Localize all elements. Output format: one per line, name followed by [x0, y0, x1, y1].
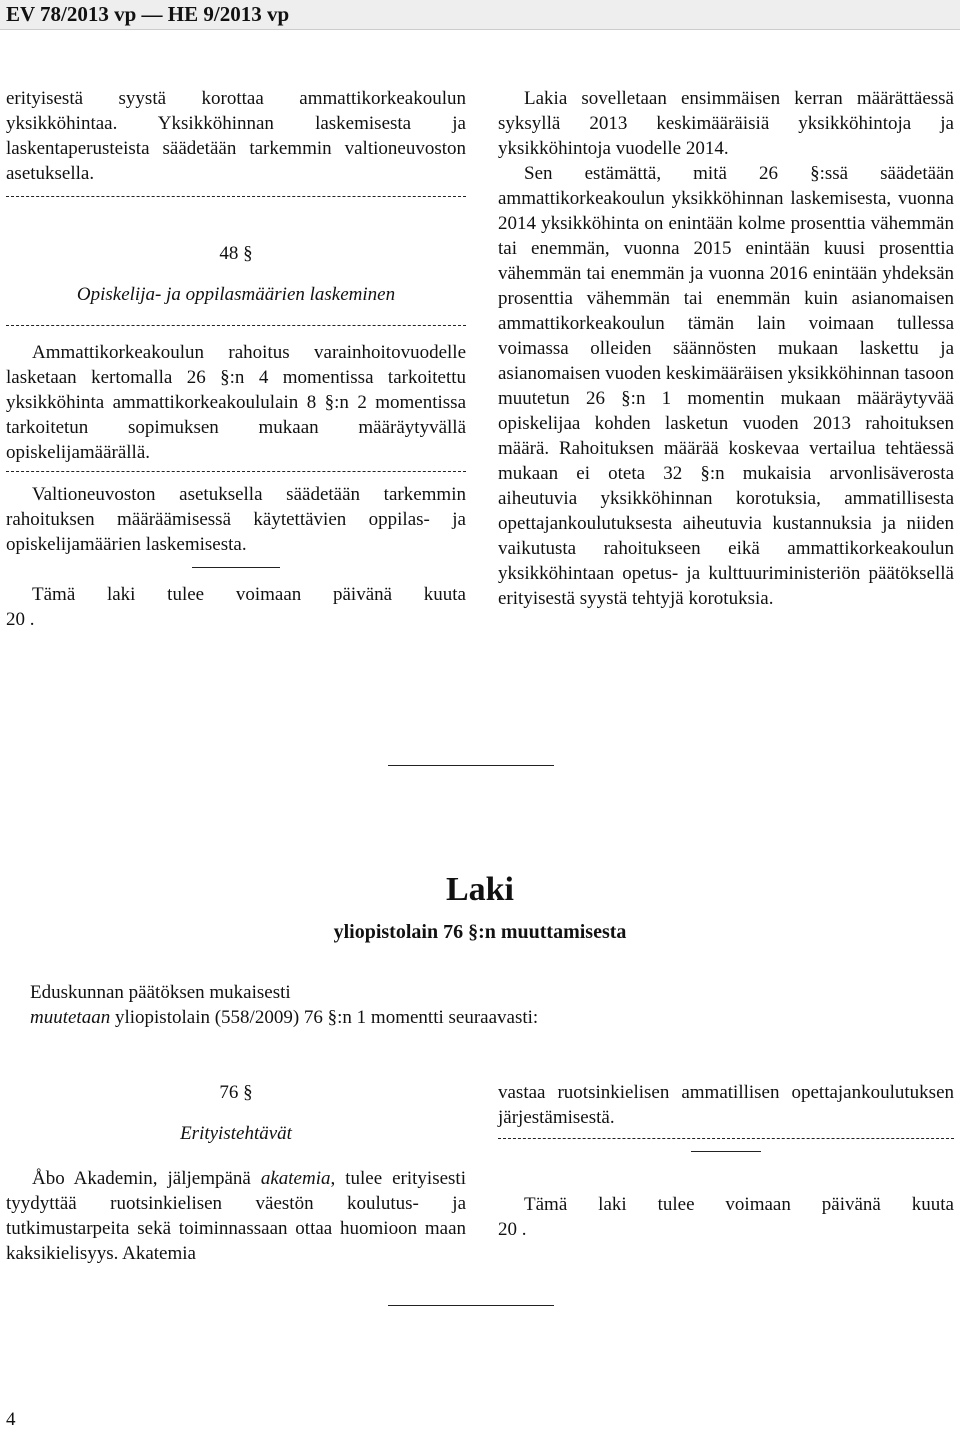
lower-right-column	[498, 1080, 954, 1242]
header-title: EV 78/2013 vp — HE 9/2013 vp	[6, 2, 290, 26]
paragraph-48-1: Ammattikorkeakoulun rahoitus varainhoitovuodelle lasketaan kertomalla 26 §:n 4 momentissa tarkoitettu yksikköhinta ammattikorkeakoululain 8 §:n 2 momentissa tarkoitetun sopimuksen mukaan määräytyvällä opiskelijamäärällä.	[6, 342, 466, 463]
left-column	[6, 86, 466, 632]
entry-into-force-line: Tämä laki tulee voimaan päivänä kuuta	[32, 584, 466, 605]
short-rule	[691, 1151, 761, 1152]
transitional-paragraph-2: Sen estämättä, mitä 26 §:ssä säädetään ammattikorkeakoulun yksikköhinnan laskemisesta, vuonna 2014 yksikköhinta on enintään kolme prosenttia vähemmän tai enemmän, vuonna 2015 enintään kuusi prosenttia vähemmän tai enemmän ja vuonna 2016 enintään yhdeksän prosenttia vähemmän tai enemmän kuin asianomaisen ammattikorkeakoulun tämän lain voimaan tullessa voimassa olleiden säännösten mukaan laskettu ja asianomaisen vuoden keskimääräisen yksikköhinnan tasoon muutetun 26 §:n 1 momentin mukaan määräytyvää opiskelijaa kohden lasketun vuoden 2013 rahoituksen määrä. Rahoituksen määrää koskevaa vertailua tehtäessä mukaan ei oteta 32 §:n mukaisia arvonlisäverosta aiheutuvia yksikköhinnan korotuksia, ammatillisesta opettajankoulutuksesta aiheutuvia kustannuksia ja niiden vaikutusta rahoitukseen eikä ammattikorkeakoulun yksikköhintaan opetus- ja kulttuuriministeriön päätöksellä erityisestä syystä tehtyjä korotuksia.	[498, 163, 954, 609]
entry-into-force-year: 20 .	[498, 1219, 527, 1240]
law-title: Laki	[445, 871, 515, 908]
paragraph-48-2: Valtioneuvoston asetuksella säädetään tarkemmin rahoituksen määräämisessä käytettävien oppilas- ja opiskelijamäärien laskemisesta.	[6, 484, 466, 555]
section-76-paragraph-continued: vastaa ruotsinkielisen ammatillisen opettajankoulutuksen järjestämisestä.	[498, 1082, 954, 1128]
dashed-separator	[6, 325, 466, 326]
para-text-b: , tulee erityisesti tyydyttää ruotsinkielisen väestön koulutus- ja tutkimustarpeita sekä toiminnassaan ottaa huomioon maan kaksikielisyys. Akatemia	[6, 1168, 466, 1264]
right-column	[498, 86, 954, 611]
enactment-verb: muutetaan	[30, 1007, 111, 1028]
dashed-separator	[498, 1138, 954, 1139]
dashed-separator	[6, 471, 466, 472]
page-header	[0, 0, 960, 30]
section-title: Opiskelija- ja oppilasmäärien laskeminen	[76, 284, 396, 305]
entry-into-force-year: 20 .	[6, 609, 35, 630]
section-number: 48 §	[219, 243, 253, 264]
transitional-paragraph-1: Lakia sovelletaan ensimmäisen kerran määrättäessä syksyllä 2013 keskimääräisiä yksikköhintoja ja yksikköhintoja vuodelle 2014.	[498, 88, 954, 159]
page-number: 4	[6, 1409, 16, 1430]
entry-into-force-line: Tämä laki tulee voimaan päivänä kuuta	[524, 1194, 954, 1215]
enactment-clause	[30, 980, 930, 1030]
short-rule	[192, 567, 280, 568]
end-rule	[388, 1305, 554, 1306]
dashed-separator	[6, 196, 466, 197]
enactment-line-2	[30, 1005, 930, 1030]
intro-paragraph: erityisestä syystä korottaa ammattikorkeakoulun yksikköhintaa. Yksikköhinnan laskemisesta ja laskentaperusteista säädetään tarkemmin valtioneuvoston asetuksella.	[6, 88, 466, 184]
enactment-rest: yliopistolain (558/2009) 76 §:n 1 momentti seuraavasti:	[110, 1007, 539, 1028]
enactment-line-1: Eduskunnan päätöksen mukaisesti	[30, 982, 291, 1003]
end-rule	[388, 765, 554, 766]
lower-left-column	[6, 1080, 466, 1266]
para-text-em: akatemia	[260, 1168, 331, 1189]
section-title: Erityistehtävät	[180, 1123, 292, 1144]
law-subtitle: yliopistolain 76 §:n muuttamisesta	[333, 921, 627, 943]
para-text-a: Åbo Akademin, jäljempänä	[32, 1168, 261, 1189]
section-number: 76 §	[219, 1082, 253, 1103]
section-76-paragraph	[6, 1166, 466, 1266]
